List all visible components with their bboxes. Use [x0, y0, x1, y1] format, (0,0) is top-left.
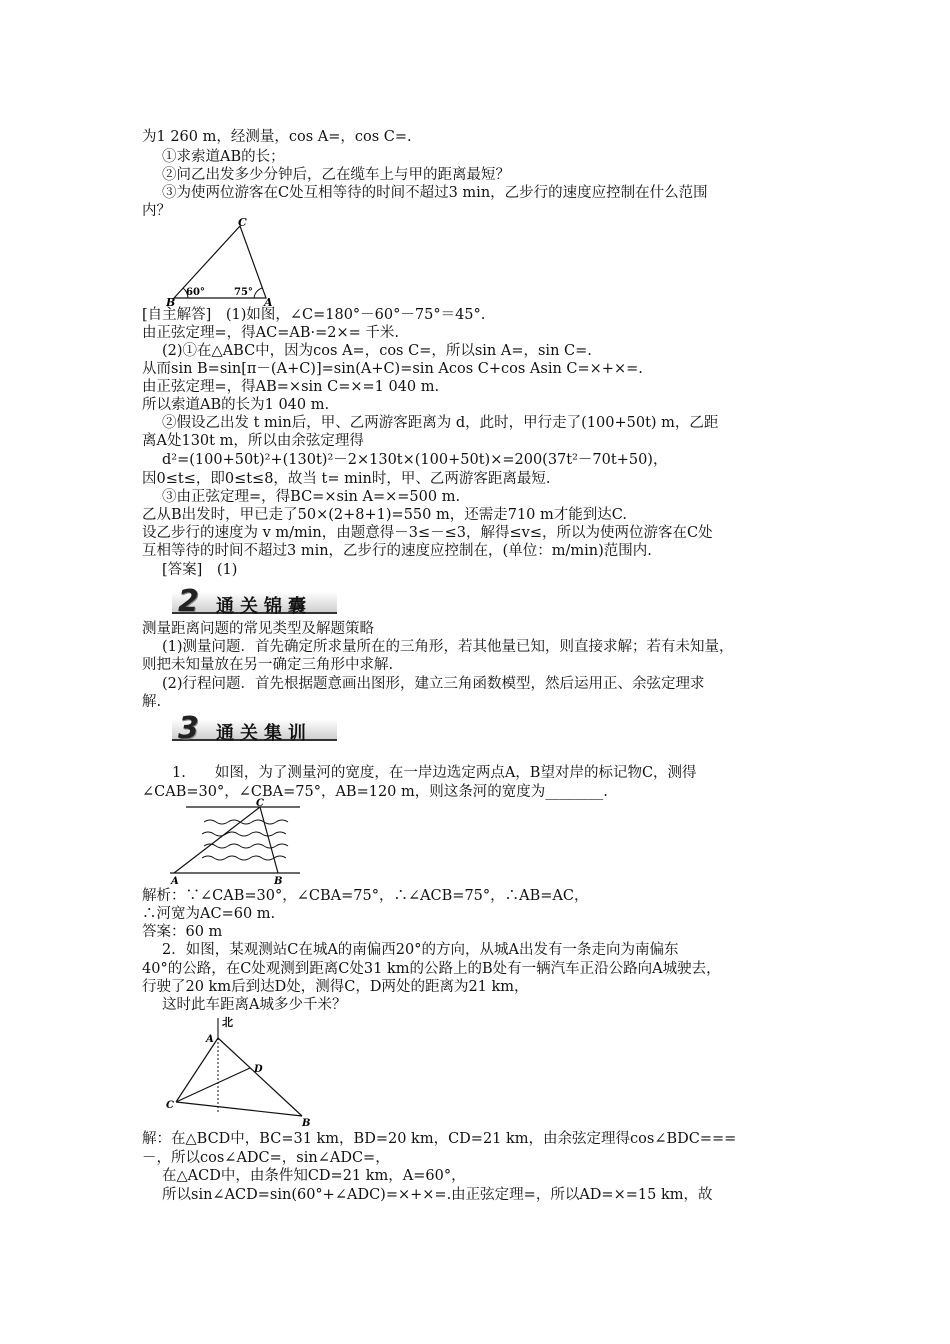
north-label: 北 — [222, 1016, 233, 1029]
section-banner — [172, 584, 337, 619]
label-a: A — [206, 1034, 214, 1045]
label-b: B — [166, 296, 176, 308]
banner-title: 通关锦囊 — [216, 596, 312, 617]
text-line: 内？ — [142, 203, 171, 219]
banner-title: 通关集训 — [216, 723, 312, 744]
label-b: B — [274, 876, 283, 886]
text-line: 乙从B出发时，甲已走了50×(2+8+1)=550 m，还需走710 m才能到达C. — [142, 507, 627, 523]
text-line: 由正弦定理=，得AB=×sin C=×=1 040 m. — [142, 379, 440, 395]
angle-b-label: 60° — [186, 287, 205, 298]
text-line: 则把未知量放在另一确定三角形中求解. — [142, 657, 394, 673]
text-line: 设乙步行的速度为 v m/min，由题意得－3≤－≤3，解得≤v≤，所以为使两位游客在C处 — [142, 525, 713, 541]
river-figure — [168, 798, 303, 886]
text-line: ∠CAB=30°，∠CBA=75°，AB=120 m，则这条河的宽度为________. — [142, 784, 608, 800]
text-line: 从而sin B=sin[π－(A+C)]=sin(A+C)=sin Acos C+cos Asin C=×+×=. — [142, 361, 643, 377]
text-line: ①求索道AB的长； — [162, 149, 285, 165]
observation-figure — [164, 1012, 319, 1132]
text-line: 1. 如图，为了测量河的宽度，在一岸边选定两点A，B望对岸的标记物C，测得 — [172, 765, 697, 781]
text-line: 因0≤t≤，即0≤t≤8，故当 t= min时，甲、乙两游客距离最短. — [142, 471, 551, 487]
label-c: C — [166, 1100, 174, 1111]
banner-number: 2 — [178, 584, 199, 619]
text-line: 在△ACD中，由条件知CD=21 km，A=60°， — [162, 1168, 466, 1184]
label-b: B — [302, 1118, 311, 1129]
text-line: (2)①在△ABC中，因为cos A=，cos C=，所以sin A=，sin C=. — [162, 343, 592, 359]
text-line: ②问乙出发多少分钟后，乙在缆车上与甲的距离最短？ — [162, 167, 510, 183]
text-line: 解析：∵∠CAB=30°，∠CBA=75°，∴∠ACB=75°，∴AB=AC， — [142, 888, 589, 904]
text-line: 测量距离问题的常见类型及解题策略 — [142, 621, 374, 637]
triangle-figure — [166, 218, 276, 308]
text-line: [自主解答] (1)如图，∠C=180°－60°－75°＝45°. — [142, 307, 486, 323]
text-line: 解：在△BCD中，BC=31 km，BD=20 km，CD=21 km，由余弦定理得cos∠BDC=== — [142, 1131, 737, 1147]
text-line: 这时此车距离A城多少千米？ — [162, 997, 347, 1013]
label-d: D — [254, 1064, 263, 1075]
text-line: d²=(100+50t)²+(130t)²－2×130t×(100+50t)×=200(37t²－70t+50)， — [162, 452, 668, 468]
text-line: 行驶了20 km后到达D处，测得C，D两处的距离为21 km， — [142, 979, 529, 995]
text-line: [答案] (1) — [162, 562, 238, 578]
text-line: 40°的公路，在C处观测到距离C处31 km的公路上的B处有一辆汽车正沿公路向A城驶去， — [142, 961, 721, 977]
text-line: 答案：60 m — [142, 924, 223, 940]
text-line: 所以索道AB的长为1 040 m. — [142, 397, 330, 413]
angle-a-label: 75° — [234, 287, 253, 298]
text-line: －，所以cos∠ADC=，sin∠ADC=， — [142, 1150, 390, 1166]
label-c: C — [238, 218, 247, 229]
text-line: 互相等待的时间不超过3 min，乙步行的速度应控制在，(单位：m/min)范围内. — [142, 543, 652, 559]
text-line: (2)行程问题．首先根据题意画出图形，建立三角函数模型，然后运用正、余弦定理求 — [162, 676, 705, 692]
text-line: ②假设乙出发 t min后，甲、乙两游客距离为 d，此时，甲行走了(100+50t) m，乙距 — [162, 415, 719, 431]
text-line: ③由正弦定理=，得BC=×sin A=×=500 m. — [162, 489, 461, 505]
label-c: C — [256, 798, 264, 809]
label-a: A — [171, 876, 179, 886]
label-a: A — [264, 296, 273, 308]
text-line: ③为使两位游客在C处互相等待的时间不超过3 min，乙步行的速度应控制在什么范围 — [162, 185, 708, 201]
text-line: ∴河宽为AC=60 m. — [142, 906, 276, 922]
banner-number: 3 — [178, 711, 199, 746]
text-line: 离A处130t m，所以由余弦定理得 — [142, 433, 364, 449]
text-line: 由正弦定理=，得AC=AB·=2×= 千米. — [142, 325, 399, 341]
section-banner — [172, 711, 337, 746]
text-line: 所以sin∠ACD=sin(60°+∠ADC)=×+×=.由正弦定理=，所以AD=×=15 km，故 — [162, 1187, 713, 1203]
text-line: 为1 260 m，经测量，cos A=，cos C=. — [142, 129, 412, 145]
text-line: 2．如图，某观测站C在城A的南偏西20°的方向，从城A出发有一条走向为南偏东 — [162, 942, 679, 958]
text-line: 解. — [142, 694, 162, 710]
text-line: (1)测量问题．首先确定所求量所在的三角形，若其他量已知，则直接求解；若有未知量， — [162, 639, 734, 655]
